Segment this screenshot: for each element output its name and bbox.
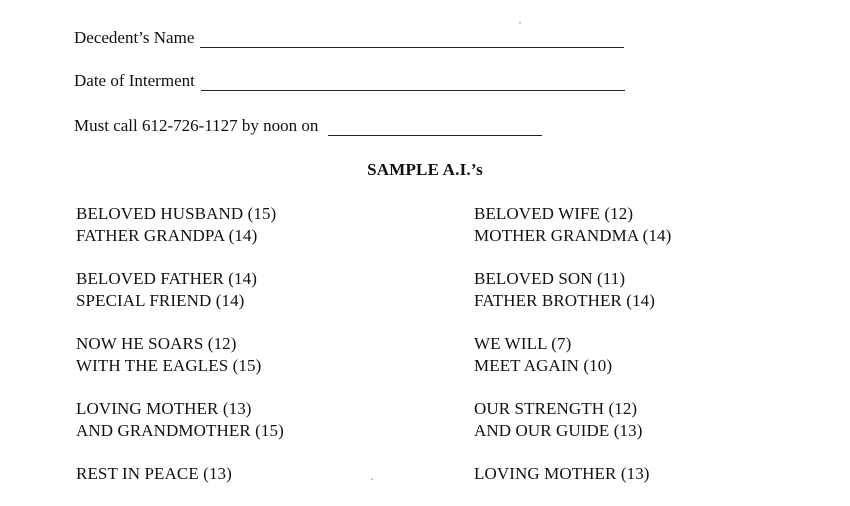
sample-inscription-line: OUR STRENGTH (12) (474, 399, 638, 418)
date-of-interment-row (74, 71, 625, 91)
sample-inscription-line: WE WILL (7) (474, 334, 572, 353)
sample-inscription-group (76, 398, 284, 442)
sample-inscription-group (474, 203, 671, 247)
sample-inscription-line: LOVING MOTHER (13) (76, 399, 252, 418)
decedent-name-label: Decedent’s Name (74, 28, 195, 47)
samples-heading: SAMPLE A.I.’s (367, 160, 483, 179)
call-deadline-label: Must call 612-726-1127 by noon on (74, 116, 319, 135)
call-deadline-row (74, 116, 542, 136)
sample-inscription-line: WITH THE EAGLES (15) (76, 356, 262, 375)
sample-inscription-line: AND GRANDMOTHER (15) (76, 421, 284, 440)
sample-inscription-line: LOVING MOTHER (13) (474, 464, 650, 483)
sample-inscription-group (76, 463, 284, 485)
sample-inscription-line: AND OUR GUIDE (13) (474, 421, 643, 440)
scan-speck (519, 22, 521, 24)
scan-speck (371, 478, 373, 480)
sample-inscription-group (76, 203, 284, 247)
sample-inscription-group (474, 398, 671, 442)
sample-inscription-line: MOTHER GRANDMA (14) (474, 226, 672, 245)
sample-inscription-line: BELOVED SON (11) (474, 269, 626, 288)
sample-inscription-line: SPECIAL FRIEND (14) (76, 291, 245, 310)
sample-inscription-group (474, 268, 671, 312)
sample-inscription-group (76, 333, 284, 377)
sample-inscription-group (474, 333, 671, 377)
sample-inscription-line: FATHER BROTHER (14) (474, 291, 656, 310)
date-of-interment-label: Date of Interment (74, 71, 195, 90)
decedent-name-line[interactable] (200, 31, 624, 48)
date-of-interment-line[interactable] (201, 74, 625, 91)
sample-inscription-line: BELOVED HUSBAND (15) (76, 204, 277, 223)
decedent-name-row (74, 28, 624, 48)
call-deadline-line[interactable] (328, 119, 542, 136)
sample-inscription-line: MEET AGAIN (10) (474, 356, 613, 375)
sample-inscription-line: NOW HE SOARS (12) (76, 334, 237, 353)
sample-inscription-group (474, 463, 671, 485)
sample-inscription-line: BELOVED WIFE (12) (474, 204, 634, 223)
sample-inscription-line: FATHER GRANDPA (14) (76, 226, 258, 245)
samples-left-column (76, 203, 284, 506)
sample-inscription-line: REST IN PEACE (13) (76, 464, 232, 483)
sample-inscription-group (76, 268, 284, 312)
sample-inscription-line: BELOVED FATHER (14) (76, 269, 258, 288)
samples-right-column (474, 203, 671, 506)
